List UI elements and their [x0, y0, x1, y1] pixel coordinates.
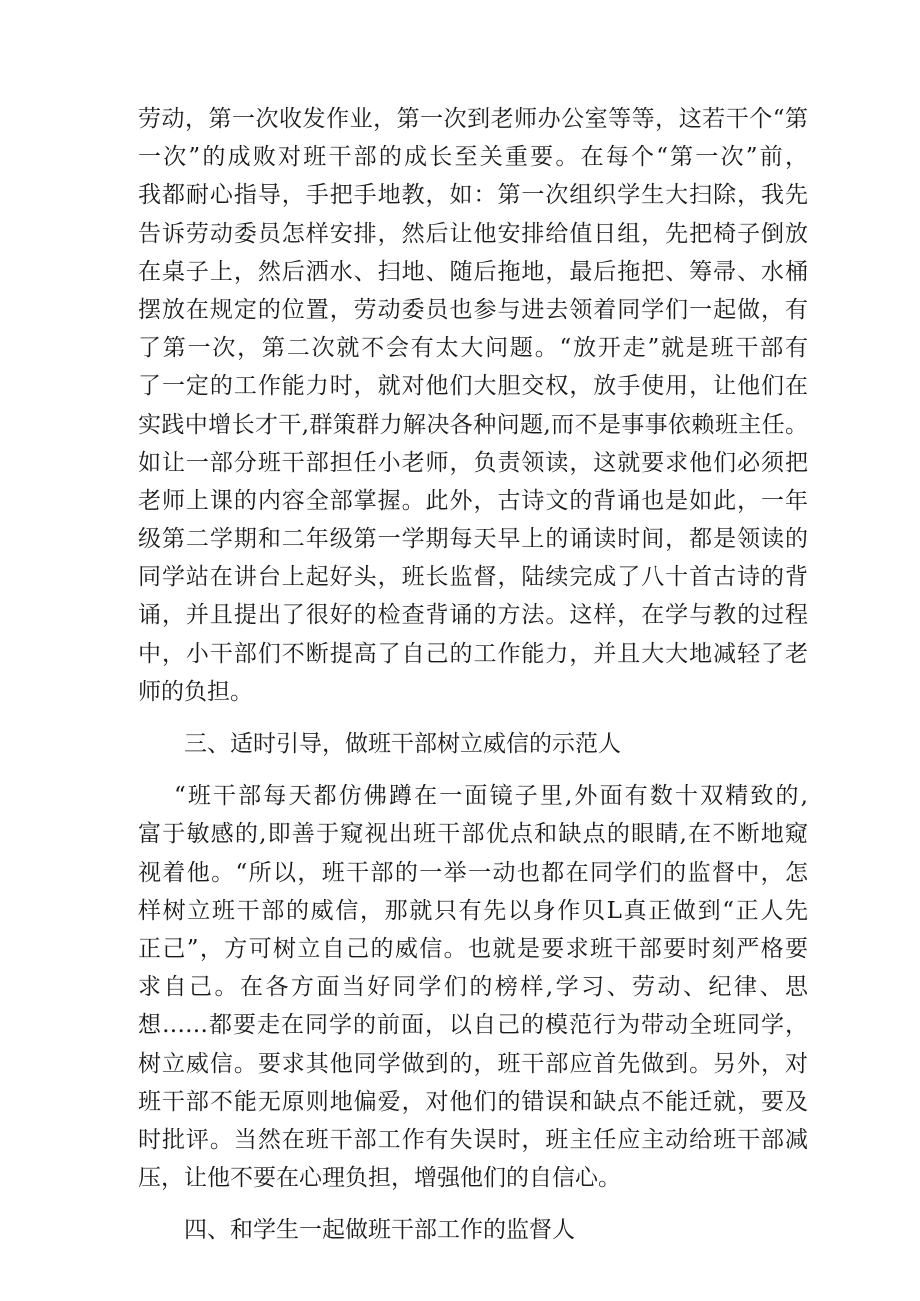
text-line: 诵，并且提出了很好的检查背诵的方法。这样，在学与教的过程: [138, 602, 808, 629]
text-line: 劳动，第一次收发作业，第一次到老师办公室等等，这若干个“第: [138, 106, 808, 132]
text-line: 富于敏感的,即善于窥视出班干部优点和缺点的眼睛,在不断地窥: [138, 821, 808, 848]
text-line: 正己”，方可树立自己的威信。也就是要求班干部要时刻严格要: [138, 935, 808, 962]
paragraph-2: [138, 777, 808, 1197]
section-heading-4: 四、和学生一起做班干部工作的监督人: [184, 1217, 575, 1244]
text-line: 老师上课的内容全部掌握。此外，古诗文的背诵也是如此，一年: [138, 487, 808, 514]
paragraph-gap: [138, 1197, 808, 1211]
text-line: 实践中增长才干,群策群力解决各种问题,而不是事事依赖班主任。: [138, 411, 808, 438]
text-line: 告诉劳动委员怎样安排，然后让他安排给值日组，先把椅子倒放: [138, 220, 808, 247]
text-line: 级第二学期和二年级第一学期每天早上的诵读时间，都是领读的: [138, 526, 808, 553]
text-line: 中，小干部们不断提高了自己的工作能力，并且大大地减轻了老: [138, 640, 808, 667]
paragraph-gap: [138, 711, 808, 725]
text-line: 在桌子上，然后洒水、扫地、随后拖地，最后拖把、筹帚、水桶: [138, 258, 808, 285]
text-line: 同学站在讲台上起好头，班长监督，陆续完成了八十首古诗的背: [138, 564, 808, 591]
text-line: 样树立班干部的威信，那就只有先以身作贝L真正做到“正人先: [138, 897, 808, 924]
body-text: [138, 100, 808, 1249]
text-line: 我都耐心指导，手把手地教，如：第一次组织学生大扫除，我先: [138, 182, 808, 209]
text-line: 了第一次，第二次就不会有太大问题。“放开走”就是班干部有: [138, 335, 808, 362]
text-line: 如让一部分班干部担任小老师，负责领读，这就要求他们必须把: [138, 449, 808, 476]
text-line: 了一定的工作能力时，就对他们大胆交权，放手使用，让他们在: [138, 373, 808, 400]
text-line: 师的负担。: [138, 678, 253, 705]
section-heading-3: 三、适时引导，做班干部树立威信的示范人: [184, 731, 621, 757]
text-line: 时批评。当然在班干部工作有失误时，班主任应主动给班干部减: [138, 1126, 808, 1153]
text-line: 求自己。在各方面当好同学们的榜样,学习、劳动、纪律、思: [138, 974, 808, 1001]
text-line: 摆放在规定的位置，劳动委员也参与进去领着同学们一起做，有: [138, 296, 808, 323]
paragraph-gap: [138, 763, 808, 777]
text-line: “班干部每天都仿佛蹲在一面镜子里,外面有数十双精致的,: [174, 783, 808, 810]
text-line: 视着他。“所以，班干部的一举一动也都在同学们的监督中，怎: [138, 859, 808, 886]
text-line: 想……都要走在同学的前面，以自己的模范行为带动全班同学，: [138, 1012, 808, 1039]
text-line: 压，让他不要在心理负担，增强他们的自信心。: [138, 1165, 621, 1192]
paragraph-1: [138, 100, 808, 711]
text-line: 一次”的成败对班干部的成长至关重要。在每个“第一次”前，: [138, 144, 808, 171]
text-line: 班干部不能无原则地偏爱，对他们的错误和缺点不能迁就，要及: [138, 1088, 808, 1115]
text-line: 树立威信。要求其他同学做到的，班干部应首先做到。另外，对: [138, 1050, 808, 1077]
